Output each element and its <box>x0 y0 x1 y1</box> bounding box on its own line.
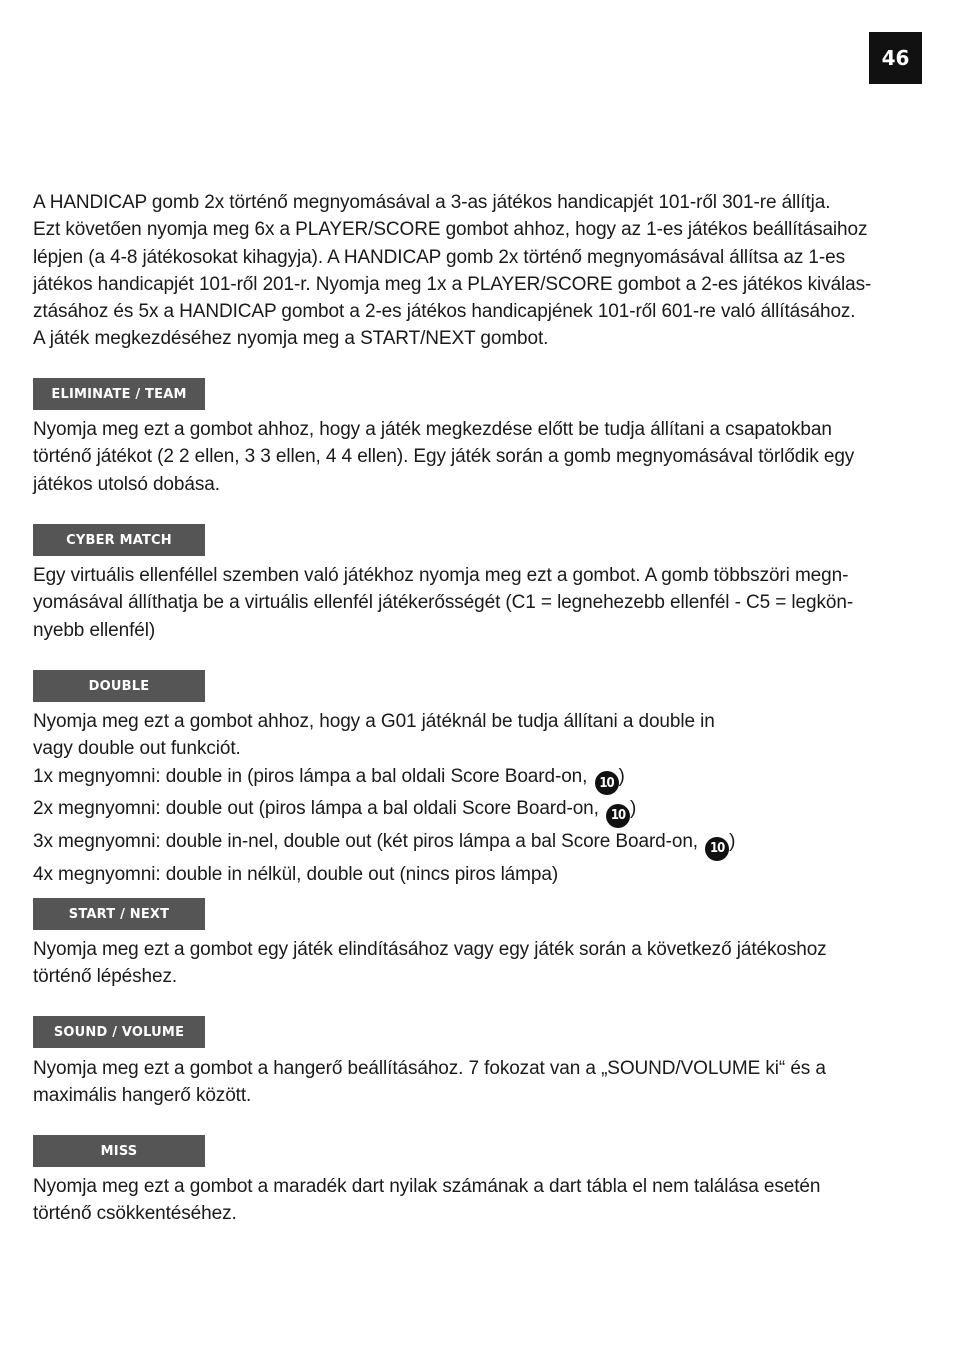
section-text-start-next <box>33 936 923 991</box>
text-line: játékos utolsó dobása. <box>33 473 220 495</box>
text-line: történő játékot (2 2 ellen, 3 3 ellen, 4 4 ellen). Egy játék során a gomb megnyomásával törlődik egy <box>33 446 855 468</box>
section-label-sound-volume: SOUND / VOLUME <box>33 1016 205 1048</box>
close-paren: ) <box>729 830 736 852</box>
text-line: Nyomja meg ezt a gombot a maradék dart nyilak számának a dart tábla el nem találása esetén <box>33 1176 821 1197</box>
text-line: A HANDICAP gomb 2x történő megnyomásával a 3-as játékos handicapjét 101-ről 301-re állítja. <box>33 192 831 213</box>
reference-number-10-icon: 10 <box>606 804 630 828</box>
page-number: 46 <box>869 32 922 84</box>
text-line: Nyomja meg ezt a gombot a hangerő beállításához. 7 fokozat van a „SOUND/VOLUME ki“ és a <box>33 1058 826 1079</box>
text-line: Ezt követően nyomja meg 6x a PLAYER/SCORE gombot ahhoz, hogy az 1-es játékos beállításaihoz <box>33 219 868 241</box>
text-line: Nyomja meg ezt a gombot ahhoz, hogy a játék megkezdése előtt be tudja állítani a csapatokban <box>33 419 832 440</box>
section-text-cyber-match <box>33 562 923 644</box>
section-label-eliminate-team: ELIMINATE / TEAM <box>33 378 205 410</box>
text-line: vagy double out funkciót. <box>33 738 241 760</box>
line-text: 3x megnyomni: double in-nel, double out (két piros lámpa a bal Score Board-on, <box>33 830 698 852</box>
section-label-double: DOUBLE <box>33 670 205 702</box>
reference-number-10-icon: 10 <box>595 771 619 795</box>
text-line: maximális hangerő között. <box>33 1085 252 1107</box>
text-line: ztásához és 5x a HANDICAP gombot a 2-es játékos handicapjének 101-ről 601-re való állításához. <box>33 301 856 323</box>
section-text-sound-volume <box>33 1055 923 1110</box>
text-line <box>33 795 923 828</box>
text-line: A játék megkezdéséhez nyomja meg a START/NEXT gombot. <box>33 328 549 350</box>
text-line: történő csökkentéséhez. <box>33 1203 237 1225</box>
text-line: játékos handicapjét 101-ről 201-r. Nyomja meg 1x a PLAYER/SCORE gombot a 2-es játékos kiválas- <box>33 273 872 295</box>
text-line: Nyomja meg ezt a gombot egy játék elindításához vagy egy játék során a következő játékoshoz <box>33 939 827 960</box>
section-text-double <box>33 708 923 888</box>
line-text: 1x megnyomni: double in (piros lámpa a bal oldali Score Board-on, <box>33 765 588 787</box>
text-line: nyebb ellenfél) <box>33 619 156 641</box>
close-paren: ) <box>630 798 637 820</box>
text-line: történő lépéshez. <box>33 966 178 988</box>
section-text-eliminate-team <box>33 416 923 498</box>
text-line <box>33 828 923 861</box>
reference-number-10-icon: 10 <box>705 837 729 861</box>
text-line <box>33 763 923 796</box>
text-line: Egy virtuális ellenféllel szemben való játékhoz nyomja meg ezt a gombot. A gomb többszöri megn- <box>33 565 849 586</box>
text-line: 4x megnyomni: double in nélkül, double out (nincs piros lámpa) <box>33 863 559 885</box>
section-text-miss <box>33 1173 923 1228</box>
text-line: yomásával állíthatja be a virtuális ellenfél játékerősségét (C1 = legnehezebb ellenfél - C5 = legkön- <box>33 592 854 614</box>
section-label-miss: MISS <box>33 1135 205 1167</box>
line-text: 2x megnyomni: double out (piros lámpa a bal oldali Score Board-on, <box>33 798 599 820</box>
text-line: lépjen (a 4-8 játékosokat kihagyja). A HANDICAP gomb 2x történő megnyomásával állítsa az 1-es <box>33 246 845 268</box>
section-label-cyber-match: CYBER MATCH <box>33 524 205 556</box>
intro-paragraph <box>33 189 923 353</box>
text-line: Nyomja meg ezt a gombot ahhoz, hogy a G01 játéknál be tudja állítani a double in <box>33 711 715 732</box>
close-paren: ) <box>618 765 625 787</box>
section-label-start-next: START / NEXT <box>33 898 205 930</box>
